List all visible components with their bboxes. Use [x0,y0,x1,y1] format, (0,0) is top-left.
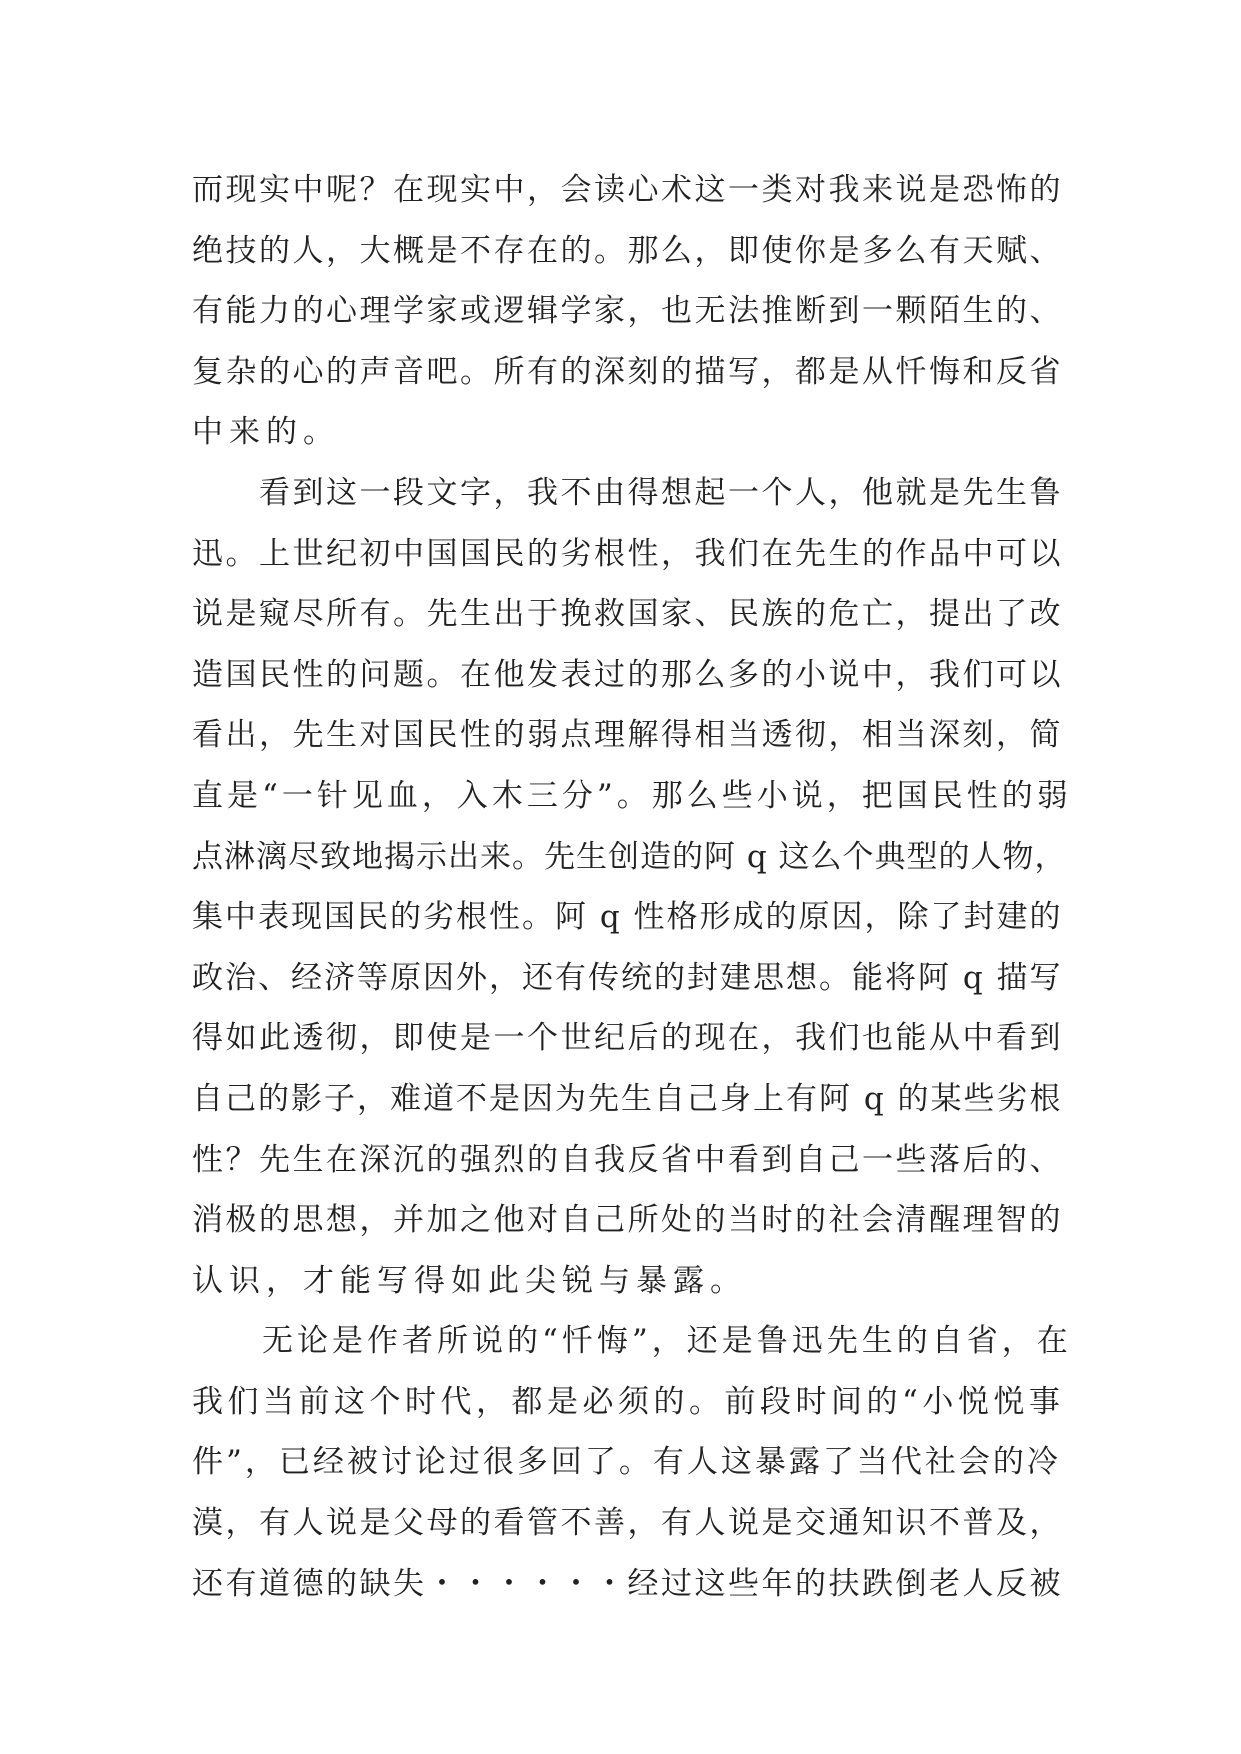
text-line: 点淋漓尽致地揭示出来。先生创造的阿 q 这么个典型的人物， [192,838,1067,875]
text-line: 说是窥尽所有。先生出于挽救国家、民族的危亡，提出了改 [192,596,1063,633]
text-line: 件”，已经被讨论过很多回了。有人这暴露了当代社会的冷 [192,1444,1061,1481]
text-line: 还有道德的缺失・・・・・・经过这些年的扶跌倒老人反被 [192,1565,1063,1602]
text-line: 漠，有人说是父母的看管不善，有人说是交通知识不普及， [192,1505,1063,1542]
text-line: 造国民性的问题。在他发表过的那么多的小说中，我们可以 [192,656,1063,693]
text-line: 复杂的心的声音吧。所有的深刻的描写，都是从忏悔和反省 [192,353,1063,390]
text-line: 自己的影子，难道不是因为先生自己身上有阿 q 的某些劣根 [192,1080,1063,1117]
text-line: 政治、经济等原因外，还有传统的封建思想。能将阿 q 描写 [192,959,1063,996]
text-line: 绝技的人，大概是不存在的。那么，即使你是多么有天赋、 [192,232,1063,269]
text-line: 无论是作者所说的“忏悔”，还是鲁迅先生的自省，在 [192,1323,1072,1360]
text-line: 集中表现国民的劣根性。阿 q 性格形成的原因，除了封建的 [192,899,1063,936]
text-line: 有能力的心理学家或逻辑学家，也无法推断到一颗陌生的、 [192,293,1063,330]
text-line: 看到这一段文字，我不由得想起一个人，他就是先生鲁 [192,474,1063,511]
text-line: 得如此透彻，即使是一个世纪后的现在，我们也能从中看到 [192,1020,1063,1057]
text-line: 看出，先生对国民性的弱点理解得相当透彻，相当深刻，简 [192,717,1063,754]
text-line: 而现实中呢？在现实中，会读心术这一类对我来说是恐怖的 [192,172,1063,208]
body-text [192,160,1072,1614]
text-line: 消极的思想，并加之他对自己所处的当时的社会清醒理智的 [192,1202,1063,1239]
text-line: 中来的。 [192,414,340,451]
text-line: 性？先生在深沉的强烈的自我反省中看到自己一些落后的、 [192,1141,1063,1178]
text-line: 直是“一针见血，入木三分”。那么些小说，把国民性的弱 [192,777,1072,814]
text-line: 迅。上世纪初中国国民的劣根性，我们在先生的作品中可以 [192,535,1063,572]
text-line: 认识，才能写得如此尖锐与暴露。 [192,1262,747,1299]
text-line: 我们当前这个时代，都是必须的。前段时间的“小悦悦事 [192,1383,1065,1420]
